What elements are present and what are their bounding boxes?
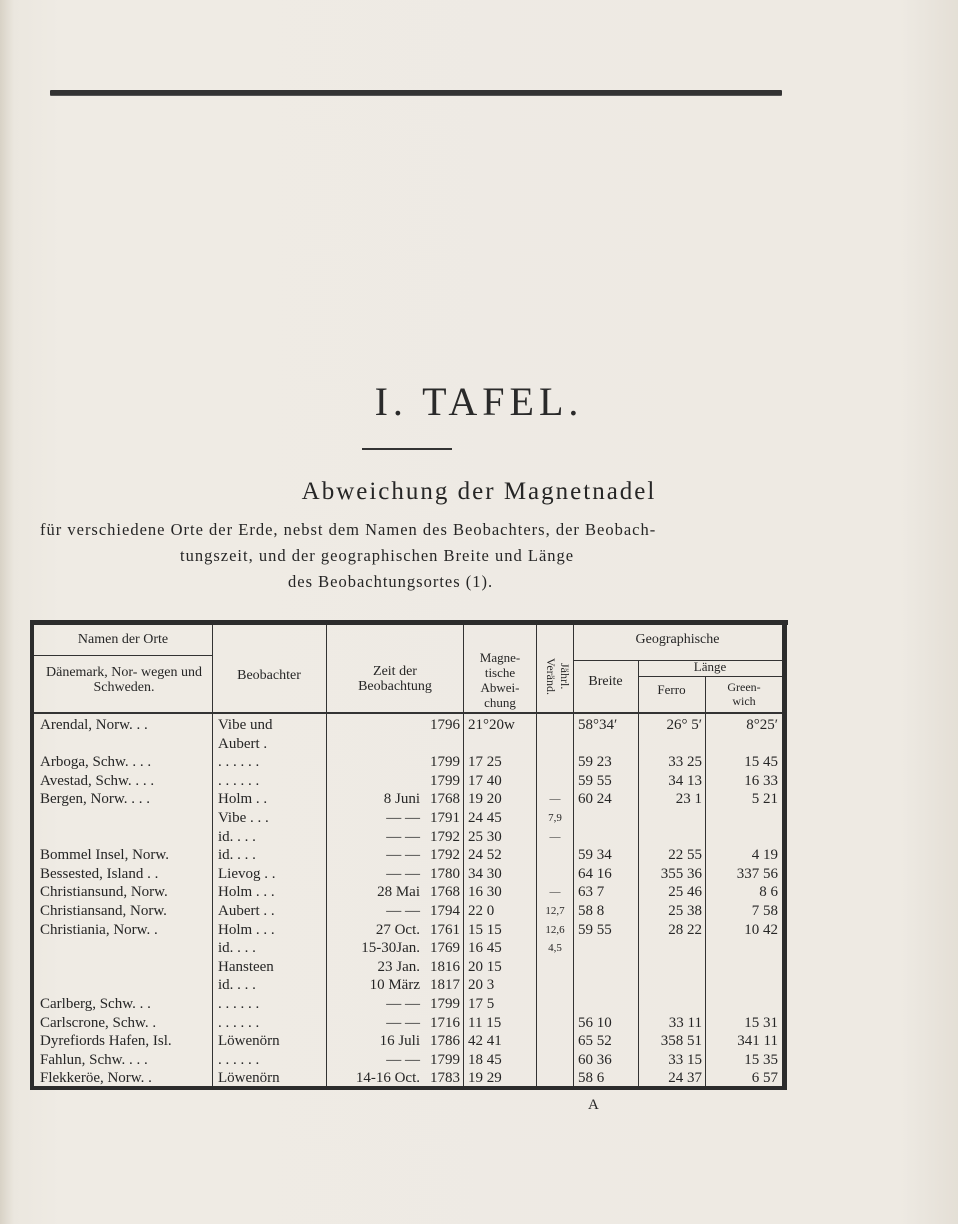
cell-abw: 20 3 <box>468 977 495 994</box>
cell-breite: 60 36 <box>578 1051 612 1068</box>
cell-zeit: — — <box>386 903 420 919</box>
cell-abw: 17 5 <box>468 996 495 1012</box>
cell-ferro: 24 37 <box>668 1070 702 1087</box>
cell-zeit: 15-30Jan. <box>361 940 420 957</box>
subtitle: Abweichung der Magnetnadel <box>301 478 657 505</box>
cell-jahr: 1769 <box>430 940 460 957</box>
cell-abw: 16 45 <box>468 940 502 957</box>
cell-ferro: 33 15 <box>668 1051 702 1068</box>
header-greenwich: Green- wich <box>727 680 761 708</box>
cell-ort: Avestad, Schw. . . . <box>40 772 155 789</box>
cell-zeit: — — <box>386 1051 420 1068</box>
cell-abw: 19 20 <box>468 791 502 808</box>
header-region: Dänemark, Nor- wegen und Schweden. <box>46 665 202 695</box>
cell-ort: Bommel Insel, Norw. <box>40 847 170 864</box>
cell-breite: 59 55 <box>578 772 612 789</box>
cell-ort: Arendal, Norw. . . <box>40 717 148 733</box>
cell-zeit: 16 Juli <box>379 1033 420 1050</box>
cell-breite: 59 34 <box>578 847 612 864</box>
cell-abw: 24 52 <box>468 847 502 864</box>
cell-jahr: 1783 <box>430 1070 460 1087</box>
cell-green: 15 45 <box>744 754 778 771</box>
declination-table <box>30 620 788 1090</box>
cell-beob: Löwenörn <box>218 1070 280 1087</box>
cell-green: 16 33 <box>744 772 778 789</box>
cell-jahr: 1761 <box>430 921 460 938</box>
cell-green: 8°25′ <box>746 717 778 733</box>
cell-breite: 64 16 <box>578 865 612 882</box>
cell-zeit: 23 Jan. <box>377 958 420 975</box>
header-zeit: Zeit der Beobachtung <box>358 664 432 694</box>
cell-beob: . . . . . . <box>218 1051 260 1068</box>
intro-line-1: für verschiedene Orte der Erde, nebst dem Namen des Beobachters, der Beobach- <box>40 520 657 539</box>
cell-ort: Flekkeröe, Norw. . <box>40 1070 152 1087</box>
table-left-border <box>30 620 34 1090</box>
col-sep <box>638 660 639 1086</box>
cell-green: 6 57 <box>751 1070 778 1087</box>
cell-ferro: 28 22 <box>668 921 702 938</box>
cell-ferro: 33 11 <box>668 1014 702 1031</box>
col-sep <box>573 625 574 1086</box>
cell-beob: id. . . . <box>218 940 256 957</box>
cell-jahr: 1817 <box>430 977 460 994</box>
header-ferro: Ferro <box>657 682 686 697</box>
cell-abw: 21°20w <box>468 717 515 733</box>
cell-beob: . . . . . . <box>218 1014 260 1031</box>
col-sep <box>463 625 464 1086</box>
cell-beob: Aubert . . <box>218 903 275 919</box>
cell-beob: Vibe . . . <box>218 810 269 826</box>
cell-abw: 24 45 <box>468 810 502 826</box>
cell-ver: — <box>549 886 561 899</box>
cell-green: 341 11 <box>737 1033 778 1050</box>
cell-ferro: 26° 5′ <box>666 717 702 733</box>
page-title: I. TAFEL. <box>374 379 584 424</box>
cell-zeit: — — <box>386 847 420 864</box>
cell-abw: 17 40 <box>468 772 502 789</box>
cell-ferro: 25 38 <box>668 903 702 919</box>
cell-jahr: 1799 <box>430 996 460 1012</box>
cell-ort: Christiansund, Norw. <box>40 884 168 901</box>
cell-beob: . . . . . . <box>218 996 260 1012</box>
header-laenge: Länge <box>693 659 727 674</box>
col-sep <box>536 625 537 1086</box>
header-geo: Geographische <box>635 632 720 647</box>
header-namen: Namen der Orte <box>77 632 169 647</box>
cell-jahr: 1796 <box>430 717 460 733</box>
header-bottom-rule <box>34 712 782 714</box>
col-sep <box>705 676 706 1086</box>
intro-line-2: tungszeit, und der geographischen Breite und Länge <box>180 546 575 565</box>
cell-breite: 58 8 <box>578 903 605 919</box>
cell-zeit: 8 Juni <box>383 791 420 808</box>
cell-ferro: 33 25 <box>668 754 702 771</box>
signature-mark: A <box>588 1097 599 1113</box>
cell-ort: Christiansand, Norw. <box>40 903 167 919</box>
header-rule <box>34 655 212 656</box>
cell-jahr: 1780 <box>430 865 460 882</box>
cell-ferro: 34 13 <box>668 772 702 789</box>
cell-ferro: 358 51 <box>660 1033 702 1050</box>
cell-beob: Hansteen <box>218 958 274 975</box>
header-rule <box>638 676 782 677</box>
cell-beob: . . . . . . <box>218 754 260 771</box>
cell-jahr: 1786 <box>430 1033 460 1050</box>
cell-jahr: 1768 <box>430 791 460 808</box>
cell-ver: 12,7 <box>545 905 565 917</box>
cell-beob: Aubert . <box>218 735 268 752</box>
cell-jahr: 1791 <box>430 810 460 826</box>
cell-breite: 56 10 <box>578 1014 612 1031</box>
cell-ort: Dyrefiords Hafen, Isl. <box>40 1033 172 1050</box>
cell-abw: 34 30 <box>468 865 502 882</box>
cell-breite: 59 23 <box>578 754 612 771</box>
cell-jahr: 1799 <box>430 754 460 771</box>
cell-jahr: 1792 <box>430 828 460 845</box>
col-sep <box>212 625 213 1086</box>
cell-ort: Bessested, Island . . <box>40 865 159 882</box>
cell-green: 4 19 <box>751 847 778 864</box>
cell-zeit: 27 Oct. <box>375 921 420 938</box>
cell-beob: Holm . . . <box>218 921 275 938</box>
cell-ort: Carlberg, Schw. . . <box>40 996 151 1012</box>
cell-beob: id. . . . <box>218 977 256 994</box>
cell-breite: 58 6 <box>578 1070 605 1087</box>
cell-abw: 18 45 <box>468 1051 502 1068</box>
col-sep <box>326 625 327 1086</box>
cell-zeit: 28 Mai <box>377 884 420 901</box>
cell-ferro: 22 55 <box>668 847 702 864</box>
cell-beob: Holm . . <box>218 791 268 808</box>
cell-ort: Christiania, Norw. . <box>40 921 158 938</box>
cell-jahr: 1792 <box>430 847 460 864</box>
cell-beob: Vibe und <box>218 717 273 733</box>
cell-zeit: — — <box>386 996 420 1012</box>
header-breite: Breite <box>588 674 623 689</box>
cell-green: 337 56 <box>736 865 778 882</box>
cell-jahr: 1716 <box>430 1014 460 1031</box>
header-jahrl: Jährl. Veränd. <box>544 657 572 695</box>
cell-ver: — <box>549 830 561 843</box>
cell-abw: 16 30 <box>468 884 502 901</box>
cell-zeit: — — <box>386 810 420 826</box>
cell-green: 15 31 <box>744 1014 778 1031</box>
cell-breite: 59 55 <box>578 921 612 938</box>
cell-breite: 63 7 <box>578 884 605 901</box>
cell-ver: 7,9 <box>548 812 562 824</box>
cell-green: 15 35 <box>744 1051 778 1068</box>
cell-green: 7 58 <box>751 903 778 919</box>
cell-ort: Fahlun, Schw. . . . <box>40 1051 148 1068</box>
cell-breite: 65 52 <box>578 1033 612 1050</box>
cell-green: 8 6 <box>759 884 778 901</box>
header-magnet: Magne- tische Abwei- chung <box>479 650 521 710</box>
cell-jahr: 1799 <box>430 772 460 789</box>
cell-abw: 25 30 <box>468 828 502 845</box>
header-beobachter: Beobachter <box>237 668 301 683</box>
cell-beob: id. . . . <box>218 828 256 845</box>
cell-beob: Löwenörn <box>218 1033 280 1050</box>
cell-abw: 20 15 <box>468 958 502 975</box>
cell-abw: 19 29 <box>468 1070 502 1087</box>
cell-jahr: 1768 <box>430 884 460 901</box>
cell-ver: — <box>549 793 561 806</box>
table-right-border <box>782 620 787 1090</box>
cell-beob: . . . . . . <box>218 772 260 789</box>
cell-zeit: — — <box>386 828 420 845</box>
cell-breite: 60 24 <box>578 791 612 808</box>
top-rule <box>50 90 782 95</box>
intro-line-3: des Beobachtungsortes (1). <box>288 572 494 591</box>
cell-ort: Carlscrone, Schw. . <box>40 1014 157 1031</box>
cell-green: 10 42 <box>744 921 778 938</box>
cell-beob: Lievog . . <box>218 865 276 882</box>
cell-beob: id. . . . <box>218 847 256 864</box>
cell-breite: 58°34′ <box>578 717 618 733</box>
cell-jahr: 1816 <box>430 958 460 975</box>
table-top-border <box>30 620 788 625</box>
title-underline <box>362 448 452 450</box>
cell-ort: Bergen, Norw. . . . <box>40 791 150 808</box>
cell-jahr: 1799 <box>430 1051 460 1068</box>
cell-abw: 15 15 <box>468 921 502 938</box>
cell-abw: 17 25 <box>468 754 502 771</box>
cell-abw: 11 15 <box>468 1014 502 1031</box>
cell-green: 5 21 <box>751 791 778 808</box>
cell-jahr: 1794 <box>430 903 460 919</box>
cell-ferro: 355 36 <box>660 865 702 882</box>
cell-zeit: 14-16 Oct. <box>355 1070 420 1087</box>
cell-ver: 12,6 <box>545 923 565 936</box>
cell-ferro: 25 46 <box>668 884 702 901</box>
cell-abw: 42 41 <box>468 1033 502 1050</box>
cell-ferro: 23 1 <box>675 791 702 808</box>
cell-abw: 22 0 <box>468 903 495 919</box>
cell-zeit: 10 März <box>369 977 420 994</box>
cell-ver: 4,5 <box>548 942 562 955</box>
cell-ort: Arboga, Schw. . . . <box>40 754 152 771</box>
cell-beob: Holm . . . <box>218 884 275 901</box>
cell-zeit: — — <box>386 865 420 882</box>
cell-zeit: — — <box>386 1014 420 1031</box>
